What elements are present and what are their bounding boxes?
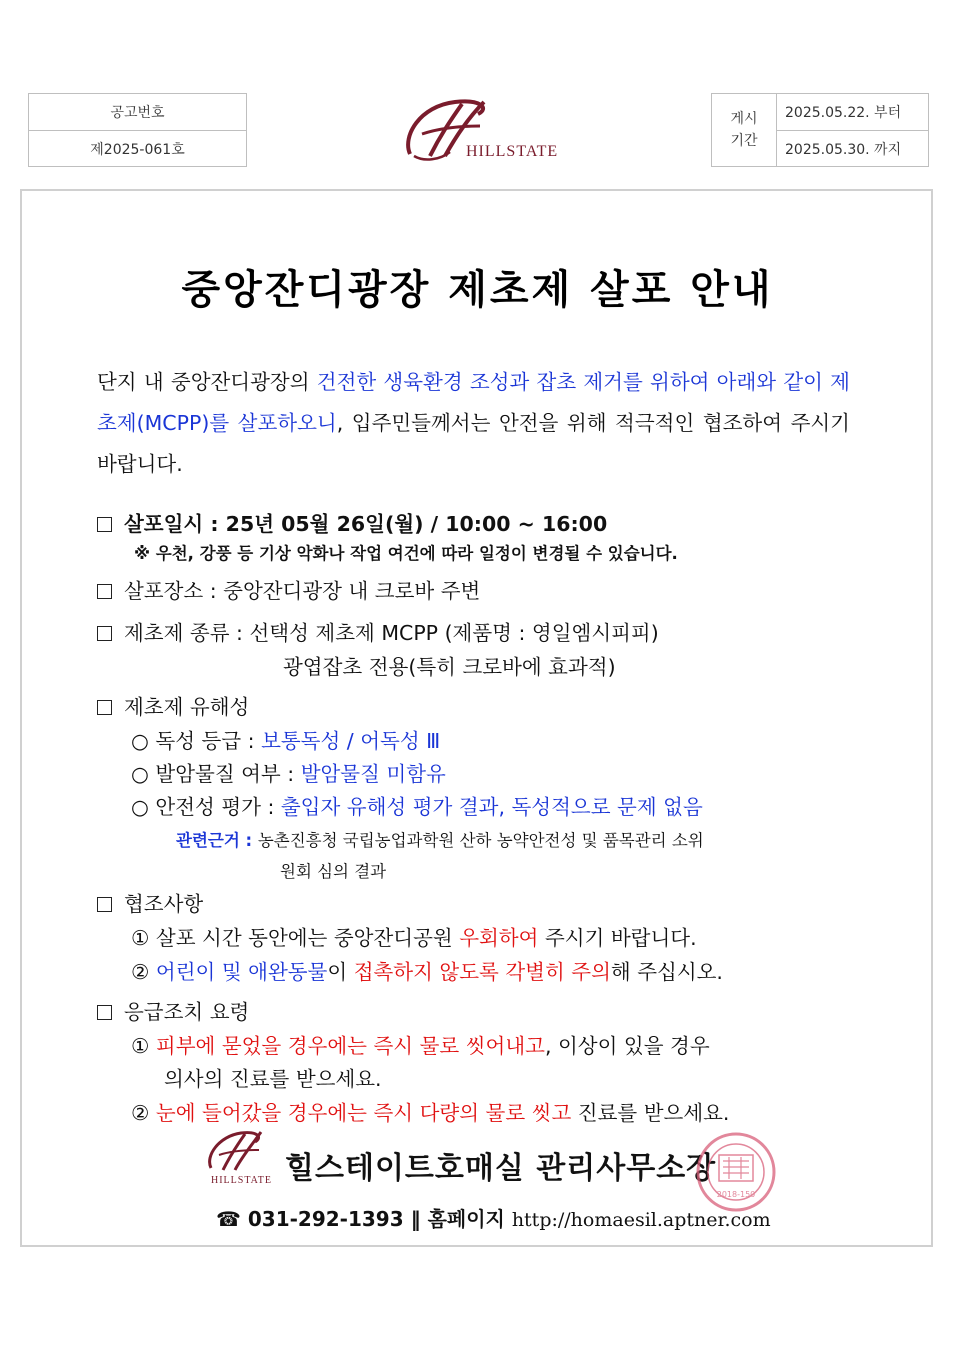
- footer-hillstate-logo: [205, 1128, 285, 1186]
- homepage-link[interactable]: http://homaesil.aptner.com: [511, 1209, 771, 1231]
- hazard-toxicity: ○ 독성 등급 : 보통독성 / 어독성 Ⅲ: [131, 729, 441, 753]
- emergency-item-2: ② 눈에 들어갔을 경우에는 즉시 다량의 물로 씻고 진료를 받으세요.: [131, 1101, 730, 1125]
- logo-text: HILLSTATE: [466, 143, 559, 160]
- cooperation-item-1: ① 살포 시간 동안에는 중앙잔디공원 우회하여 주시기 바랍니다.: [131, 926, 697, 950]
- cooperation-item-2: ② 어린이 및 애완동물이 접촉하지 않도록 각별히 주의해 주십시오.: [131, 960, 723, 984]
- location-line: 살포장소 : 중앙잔디광장 내 크로바 주변: [97, 574, 480, 604]
- notice-number-box: [28, 93, 247, 167]
- posting-period-box: [711, 93, 929, 167]
- emergency-item-1-cont: 의사의 진료를 받으세요.: [164, 1067, 382, 1091]
- seal-text: 2018-150: [716, 1190, 756, 1199]
- hillstate-logo: [400, 96, 560, 166]
- hazard-heading: 제초제 유해성: [97, 690, 249, 720]
- herbicide-usage: 광엽잡초 전용(특히 크로바에 효과적): [283, 655, 616, 679]
- posting-period-label: 게시 기간: [712, 94, 777, 166]
- office-name: 힐스테이트호매실 관리사무소장: [285, 1151, 717, 1186]
- notice-number: 제2025-061호: [29, 130, 246, 167]
- post-from-date: 2025.05.22. 부터: [785, 105, 902, 121]
- checkbox-square-icon: [97, 897, 112, 912]
- schedule-line: 살포일시 : 25년 05월 26일(월) / 10:00 ~ 16:00: [97, 507, 607, 537]
- page-title: 중앙잔디광장 제초제 살포 안내: [181, 267, 774, 313]
- schedule-note: ※ 우천, 강풍 등 기상 악화나 작업 여건에 따라 일정이 변경될 수 있습니다.: [134, 544, 678, 563]
- herbicide-line: 제초제 종류 : 선택성 제초제 MCPP (제품명 : 영일엠시피피): [97, 616, 659, 646]
- emergency-heading: 응급조치 요령: [97, 995, 249, 1025]
- phone-number: ☎ 031-292-1393 ‖ 홈페이지: [216, 1207, 512, 1231]
- checkbox-square-icon: [97, 1005, 112, 1020]
- post-to-date: 2025.05.30. 까지: [777, 130, 928, 167]
- checkbox-square-icon: [97, 700, 112, 715]
- checkbox-square-icon: [97, 626, 112, 641]
- checkbox-square-icon: [97, 517, 112, 532]
- hazard-carcinogen: ○ 발암물질 여부 : 발암물질 미함유: [131, 762, 446, 786]
- cooperation-heading: 협조사항: [97, 887, 203, 917]
- hazard-basis-cont: 원회 심의 결과: [280, 862, 387, 881]
- notice-label: 공고번호: [110, 105, 165, 121]
- hazard-basis: 관련근거 : 농촌진흥청 국립농업과학원 산하 농약안전성 및 품목관리 소위: [176, 831, 704, 850]
- official-seal: [695, 1131, 777, 1213]
- hazard-safety: ○ 안전성 평가 : 출입자 유해성 평가 결과, 독성적으로 문제 없음: [131, 795, 703, 819]
- contact-line: [216, 1203, 771, 1232]
- checkbox-square-icon: [97, 584, 112, 599]
- emergency-item-1: ① 피부에 묻었을 경우에는 즉시 물로 씻어내고, 이상이 있을 경우: [131, 1034, 710, 1058]
- intro-paragraph: 단지 내 중앙잔디광장의 건전한 생육환경 조성과 잡초 제거를 위하여 아래와 같이 제초제(MCPP)를 살포하오니, 입주민들께서는 안전을 위해 적극적인 협조하여 주시기 바랍니다.: [97, 370, 850, 476]
- footer-logo-text: HILLSTATE: [211, 1175, 272, 1186]
